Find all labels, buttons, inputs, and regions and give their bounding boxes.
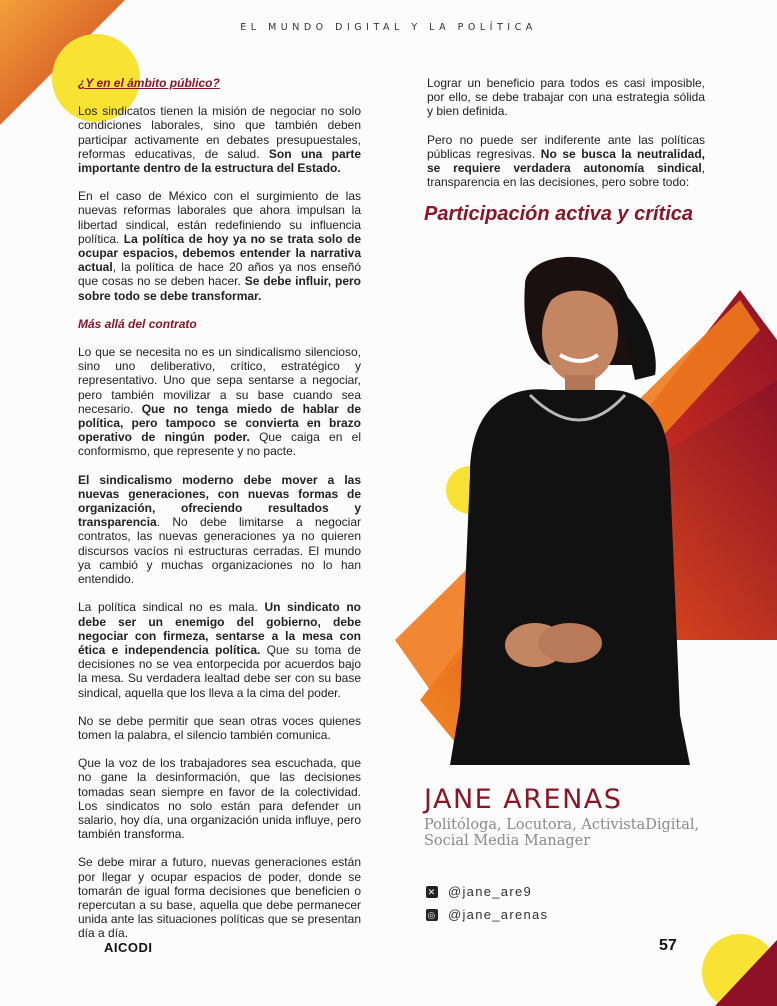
x-handle: @jane_are9 xyxy=(448,884,533,899)
page-number: 57 xyxy=(659,937,677,954)
paragraph: La política sindical no es mala. Un sindicato no debe ser un enemigo del gobierno, debe negociar con firmeza, sentarse a la mesa con ética e independencia política. Que su toma de decisiones no se vea entorpecida por acuerdos bajo la mesa. Su verdadera lealtad debe ser con su base sindical, aquella que los lleva a la cima del poder. xyxy=(78,600,361,700)
paragraph: Pero no puede ser indiferente ante las políticas públicas regresivas. No se busca la neutralidad, se requiere verdadera autonomía sindical, transparencia en las decisiones, pero sobre todo: xyxy=(427,132,705,190)
section-heading: ¿Y en el ámbito público? xyxy=(78,76,220,90)
paragraph: Los sindicatos tienen la misión de negociar no solo condiciones laborales, sino que también deben participar activamente en debates presupuestales, reformas educativas, de salud. Son una parte importante dentro de la estructura del Estado. xyxy=(78,104,361,176)
paragraph: Que la voz de los trabajadores sea escuchada, que no gane la desinformación, que las decisiones tomadas sean siempre en favor de la colectividad. Los sindicatos no solo están para defender un salario, hoy día, una organización unida influye, pero también transforma. xyxy=(78,756,361,842)
section-heading: Más allá del contrato xyxy=(78,316,197,331)
running-header: EL MUNDO DIGITAL Y LA POLÍTICA xyxy=(240,22,537,33)
paragraph: El sindicalismo moderno debe mover a las nuevas generaciones, con nuevas formas de organización, ofreciendo resultados y transparencia. No debe limitarse a negociar contratos, las nuevas generaciones ya no quieren discursos vacíos ni estructuras cerradas. El mundo ya cambió y muchas organizaciones no lo han entendido. xyxy=(78,472,361,587)
paragraph: Se debe mirar a futuro, nuevas generaciones están por llegar y ocupar espacios de poder, donde se tomarán de igual forma decisiones que beneficien o repercutan a su base, aquella que debe permanecer unida ante las situaciones políticas que se presentan día a día. xyxy=(78,855,361,941)
pull-quote: Participación activa y crítica xyxy=(424,203,694,225)
author-name: JANE ARENAS xyxy=(424,784,623,815)
paragraph: Lograr un beneficio para todos es casi imposible, por ello, se debe trabajar con una estrategia sólida y bien definida. xyxy=(427,76,705,119)
instagram-social-link[interactable] xyxy=(426,907,548,922)
footer-brand: AICODI xyxy=(104,940,153,955)
paragraph: En el caso de México con el surgimiento de las nuevas reformas laborales que ahora impulsan la libertad sindical, están redefiniendo su influencia política. La política de hoy ya no se trata solo de ocupar espacios, debemos entender la narrativa actual, la política de hace 20 años ya nos enseñó que cosas no se deben hacer. Se debe influir, pero sobre todo se debe transformar. xyxy=(78,189,361,303)
x-icon: ✕ xyxy=(427,886,437,897)
author-role: Politóloga, Locutora, ActivistaDigital, Social Media Manager xyxy=(424,817,700,849)
right-column xyxy=(427,76,705,203)
left-column xyxy=(78,76,361,955)
paragraph: Lo que se necesita no es un sindicalismo silencioso, sino uno deliberativo, crítico, estratégico y representativo. Uno que sepa sentarse a negociar, pero también movilizar a su base cuando sea necesario. Que no tenga miedo de hablar de política, pero tampoco se convierta en brazo operativo de ningún poder. Que caiga en el conformismo, que represente y no pacte. xyxy=(78,345,361,459)
paragraph: No se debe permitir que sean otras voces quienes tomen la palabra, el silencio también comunica. xyxy=(78,713,361,742)
instagram-handle: @jane_arenas xyxy=(448,907,549,922)
instagram-icon: ◎ xyxy=(427,909,437,920)
author-portrait xyxy=(430,245,690,765)
x-social-link[interactable] xyxy=(426,884,532,899)
